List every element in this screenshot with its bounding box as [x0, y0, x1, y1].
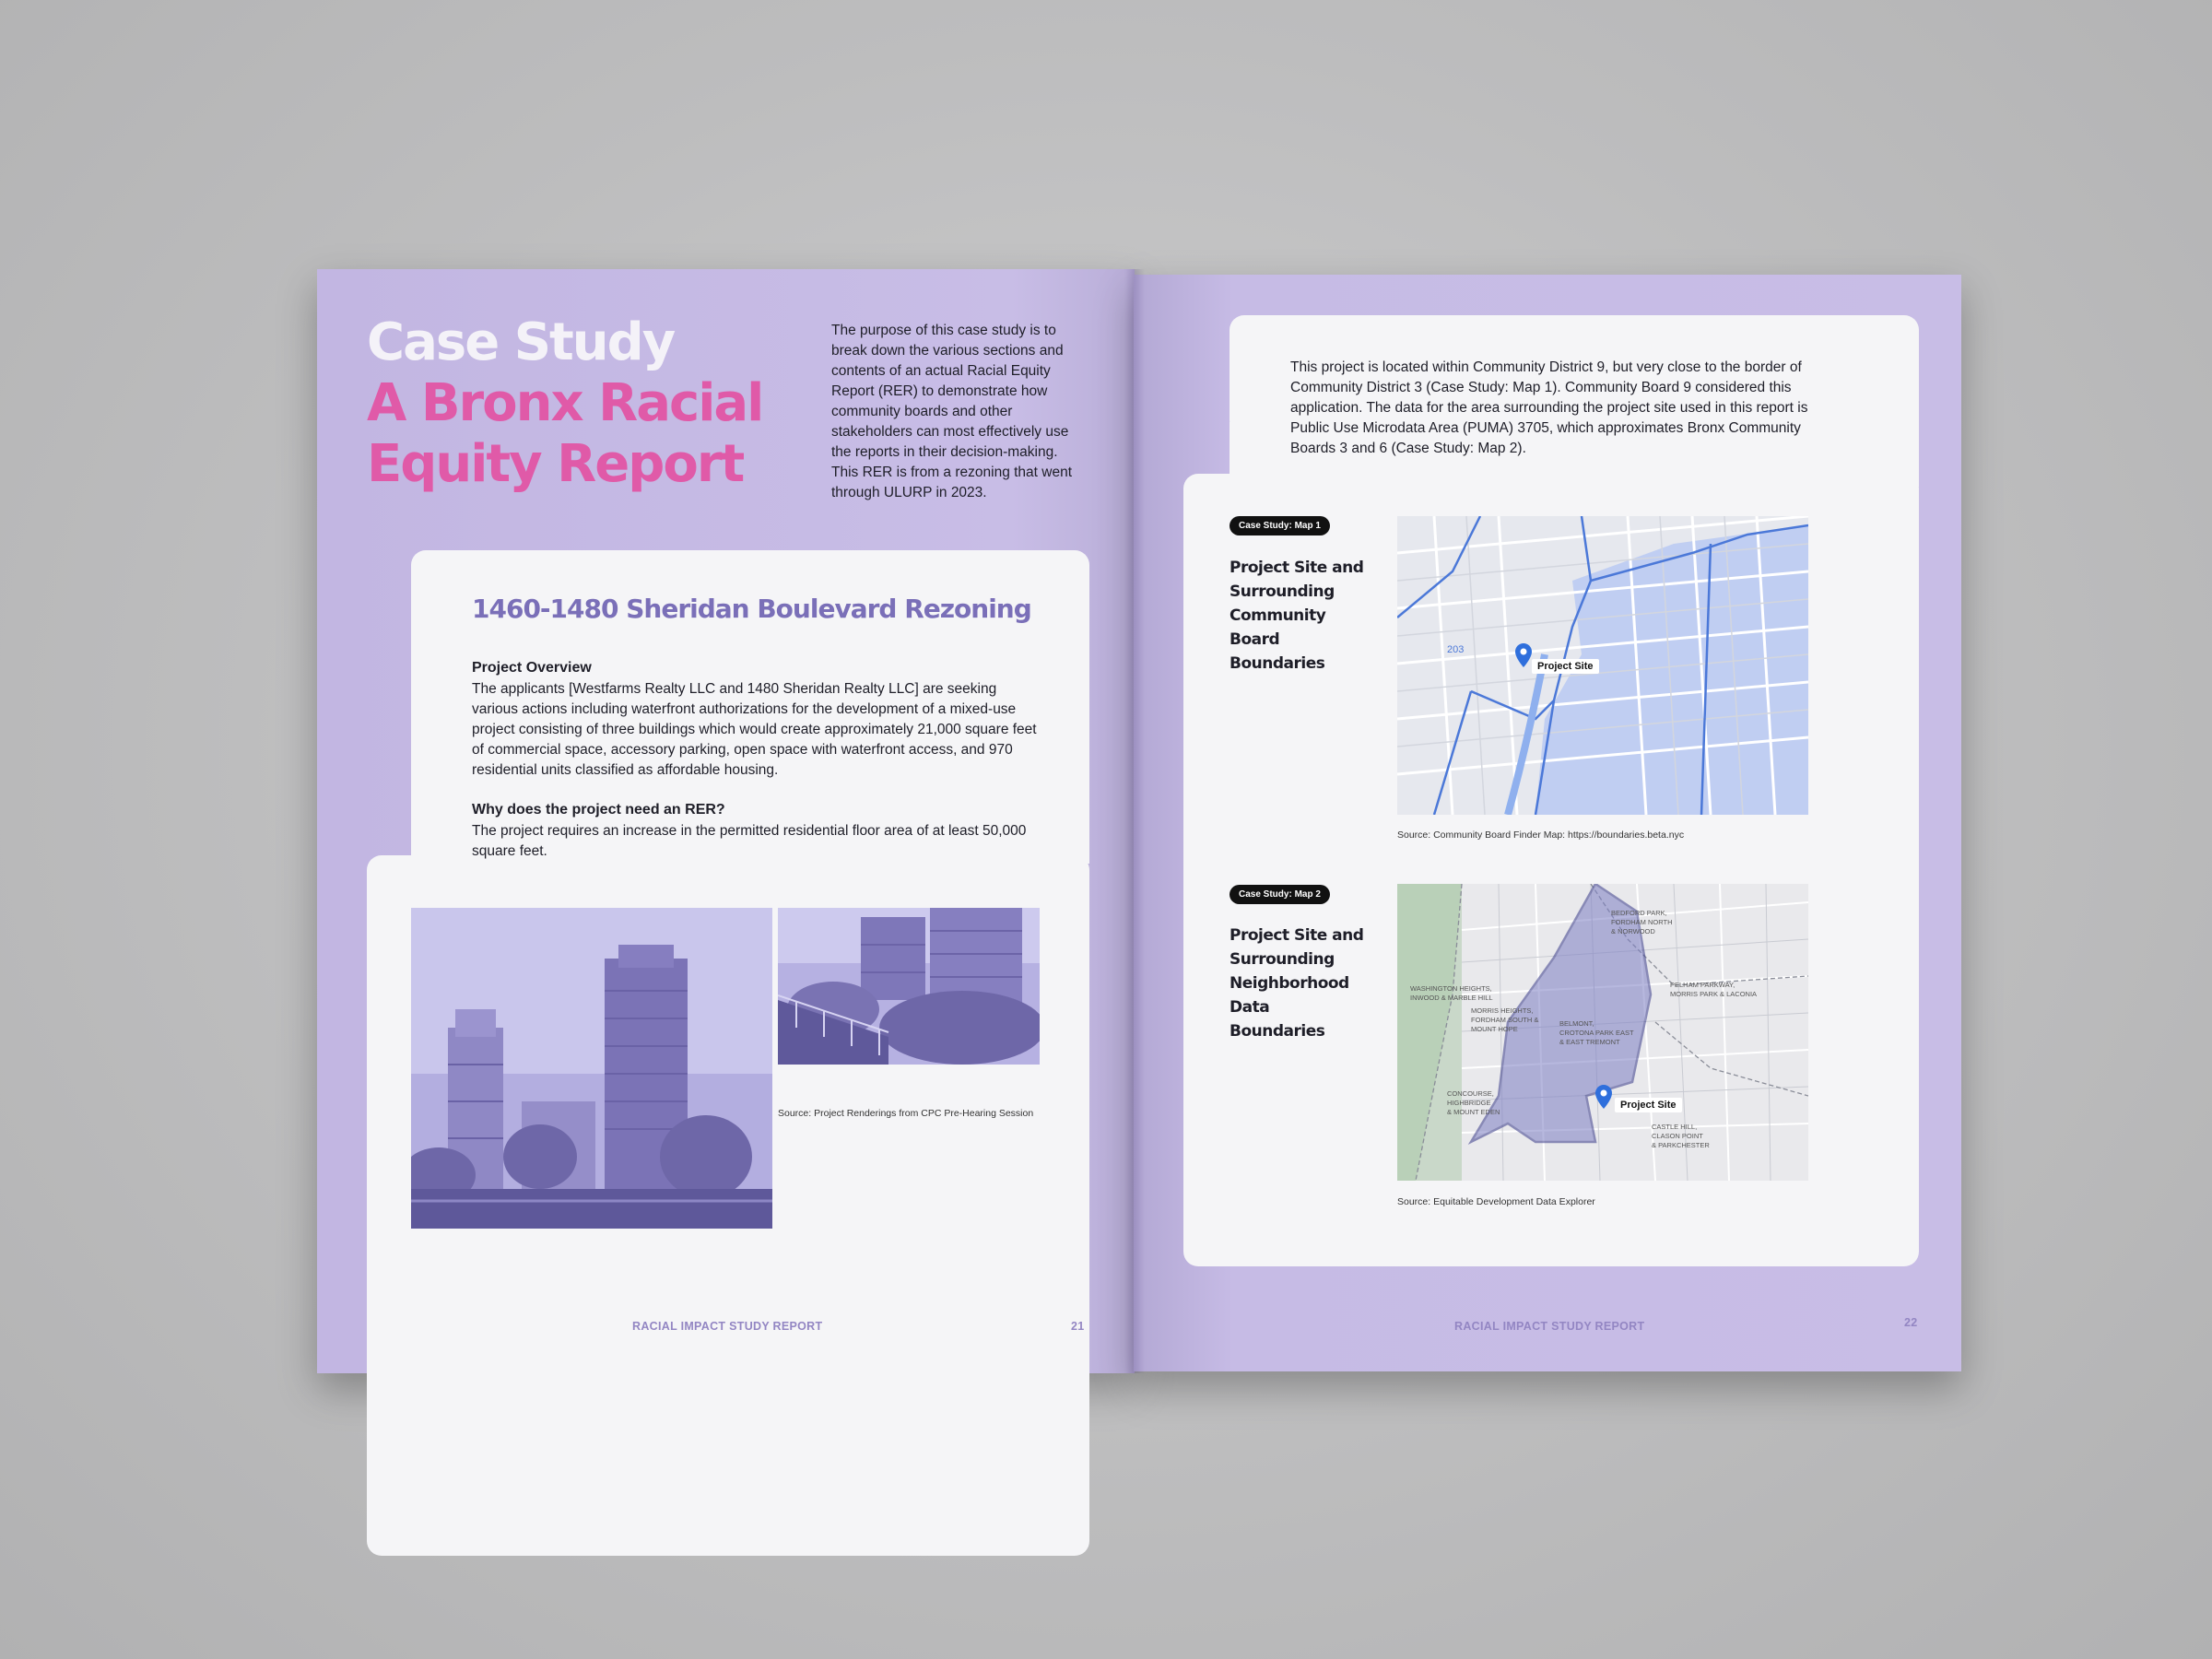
svg-text:& EAST TREMONT: & EAST TREMONT [1559, 1038, 1620, 1046]
map1-location-pin-icon [1515, 643, 1532, 667]
svg-text:WASHINGTON HEIGHTS,: WASHINGTON HEIGHTS, [1410, 984, 1492, 993]
community-board-map [1397, 516, 1808, 815]
svg-text:HIGHBRIDGE: HIGHBRIDGE [1447, 1099, 1491, 1107]
case-study-intro: The purpose of this case study is to break down the various sections and contents of an actual Racial Equity Report (RER) to demonstrate how community boards and other stakeholders can most effectively use the reports in their decision-making. This RER is from a rezoning that went through ULURP in 2023. [831, 323, 1073, 500]
rezoning-title: 1460-1480 Sheridan Boulevard Rezoning [472, 594, 1031, 624]
svg-text:FORDHAM SOUTH &: FORDHAM SOUTH & [1471, 1016, 1539, 1024]
page-number-right: 22 [1904, 1316, 1918, 1329]
map1-road-label: 203 [1447, 644, 1465, 655]
svg-text:& PARKCHESTER: & PARKCHESTER [1652, 1141, 1710, 1149]
title-line-3: Equity Report [367, 434, 744, 494]
title-line-2: A Bronx Racial [367, 373, 763, 433]
overview-body: The applicants [Westfarms Realty LLC and 1480 Sheridan Realty LLC] are seeking various actions including waterfront authorizations for the development of a mixed-use project consisting of three buildings which would create approximately 21,000 square feet of commercial space, accessory parking, open space with waterfront access, and 970 residential units classified as affordable housing. [472, 681, 1037, 778]
svg-text:CROTONA PARK EAST: CROTONA PARK EAST [1559, 1029, 1634, 1037]
svg-text:& MOUNT EDEN: & MOUNT EDEN [1447, 1108, 1500, 1116]
neighborhood-data-map [1397, 884, 1808, 1181]
svg-text:CLASON POINT: CLASON POINT [1652, 1132, 1703, 1140]
overview-heading: Project Overview [472, 660, 592, 676]
project-rendering-waterfront [778, 908, 1040, 1065]
svg-text:MORRIS HEIGHTS,: MORRIS HEIGHTS, [1471, 1006, 1534, 1015]
svg-text:BEDFORD PARK,: BEDFORD PARK, [1611, 909, 1667, 917]
photo-caption: Source: Project Renderings from CPC Pre-Hearing Session [778, 1108, 1034, 1119]
map1-pill: Case Study: Map 1 [1230, 516, 1330, 535]
map2-pill: Case Study: Map 2 [1230, 885, 1330, 904]
rer-body: The project requires an increase in the permitted residential floor area of at least 50,000 square feet. [472, 823, 1027, 859]
title-line-1: Case Study [367, 312, 675, 372]
svg-text:MORRIS PARK & LACONIA: MORRIS PARK & LACONIA [1670, 990, 1758, 998]
svg-text:& NORWOOD: & NORWOOD [1611, 927, 1655, 935]
map2-project-site-label: Project Site [1615, 1098, 1682, 1112]
location-intro: This project is located within Community District 9, but very close to the border of Community District 3 (Case Study: Map 1). Community Board 9 considered this application. The data for the area surrounding the project site used in this report is Public Use Microdata Area (PUMA) 3705, which approximates Bronx Community Boards 3 and 6 (Case Study: Map 2). [1290, 359, 1808, 456]
map1-title: Project Site and Surrounding Community Board Boundaries [1230, 559, 1364, 673]
svg-text:INWOOD & MARBLE HILL: INWOOD & MARBLE HILL [1410, 994, 1493, 1002]
map2-location-pin-icon [1595, 1085, 1612, 1109]
svg-text:MOUNT HOPE: MOUNT HOPE [1471, 1025, 1518, 1033]
footer-title: RACIAL IMPACT STUDY REPORT [632, 1320, 823, 1333]
map2-source: Source: Equitable Development Data Explorer [1397, 1196, 1595, 1207]
svg-text:BELMONT,: BELMONT, [1559, 1019, 1594, 1028]
rer-heading: Why does the project need an RER? [472, 802, 725, 818]
left-page [317, 269, 1135, 1373]
svg-text:PELHAM PARKWAY,: PELHAM PARKWAY, [1670, 981, 1735, 989]
svg-text:FORDHAM NORTH: FORDHAM NORTH [1611, 918, 1673, 926]
right-page [1134, 275, 1961, 1371]
case-study-title [367, 312, 763, 494]
map1-project-site-label: Project Site [1532, 659, 1599, 674]
book-spine [1124, 269, 1145, 1373]
svg-text:CONCOURSE,: CONCOURSE, [1447, 1089, 1494, 1098]
svg-text:CASTLE HILL,: CASTLE HILL, [1652, 1123, 1698, 1131]
map1-source: Source: Community Board Finder Map: https://boundaries.beta.nyc [1397, 830, 1685, 841]
map2-title: Project Site and Surrounding Neighborhood Data Boundaries [1230, 926, 1364, 1041]
project-rendering-towers [411, 908, 772, 1229]
footer-title-right: RACIAL IMPACT STUDY REPORT [1454, 1320, 1645, 1333]
page-number: 21 [1071, 1320, 1085, 1333]
